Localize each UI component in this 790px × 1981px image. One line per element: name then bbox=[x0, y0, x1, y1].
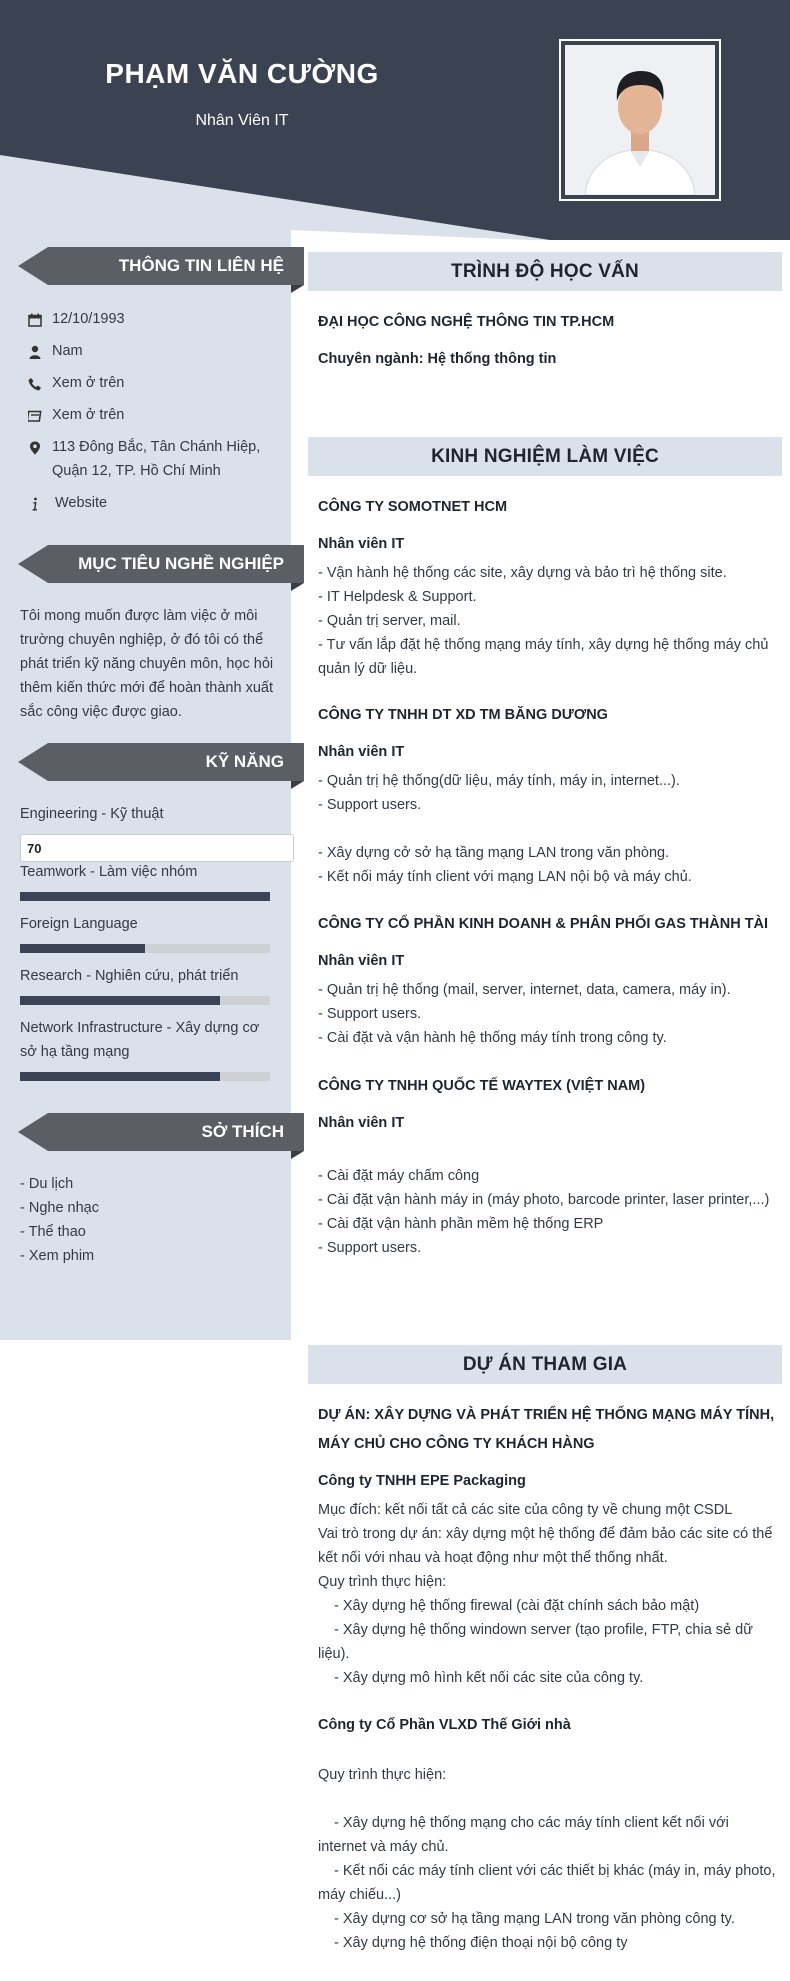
website-link[interactable]: Website bbox=[55, 495, 108, 511]
job-line: - Xây dựng cở sở hạ tầng mạng LAN trong văn phòng. bbox=[318, 845, 670, 861]
job-line: - Cài đặt vận hành máy in (máy photo, barcode printer, laser printer,...) bbox=[318, 1192, 770, 1208]
phone-text: Xem ở trên bbox=[52, 375, 125, 391]
candidate-name: PHẠM VĂN CƯỜNG bbox=[105, 58, 379, 89]
job-company: CÔNG TY TNHH DT XD TM BĂNG DƯƠNG bbox=[318, 707, 608, 723]
job-company: CÔNG TY SOMOTNET HCM bbox=[318, 499, 508, 515]
job-line: - Quản trị hệ thống(dữ liệu, máy tính, máy in, internet...). bbox=[318, 773, 680, 789]
project-line: Quy trình thực hiện: bbox=[318, 1574, 447, 1590]
job-company: CÔNG TY CỔ PHẦN KINH DOANH & PHÂN PHỐI GAS THÀNH TÀI bbox=[318, 916, 769, 932]
hobby-item: - Du lịch bbox=[20, 1176, 74, 1192]
project-client-description bbox=[318, 1498, 778, 1690]
education-heading: TRÌNH ĐỘ HỌC VẤN bbox=[308, 252, 782, 291]
project-title: DỰ ÁN: XÂY DỰNG VÀ PHÁT TRIỂN HỆ THỐNG MẠNG MÁY TÍNH, MÁY CHỦ CHO CÔNG TY KHÁCH HÀNG bbox=[318, 1407, 775, 1452]
job-title: Nhân Viên IT bbox=[195, 112, 289, 129]
skill-name: Network Infrastructure - Xây dựng cơ sở hạ tầng mạng bbox=[20, 1020, 260, 1060]
hobby-item: - Thể thao bbox=[20, 1224, 86, 1240]
email-text: Xem ở trên bbox=[52, 407, 125, 423]
job-description bbox=[318, 561, 778, 681]
job-line: - Vận hành hệ thống các site, xây dựng và bảo trì hệ thống site. bbox=[318, 565, 727, 581]
job-position: Nhân viên IT bbox=[318, 744, 405, 760]
job-description bbox=[318, 978, 778, 1050]
job-line: - Cài đặt và vận hành hệ thống máy tính trong công ty. bbox=[318, 1030, 667, 1046]
job-line: - Support users. bbox=[318, 1240, 422, 1256]
project-line: Vai trò trong dự án: xây dựng một hệ thống để đảm bảo các site có thể kết nối với nhau và hoạt động như một thể thống nhất. bbox=[318, 1526, 773, 1566]
job-line: - Quản trị hệ thống (mail, server, internet, data, camera, máy in). bbox=[318, 982, 731, 998]
job-line: - Support users. bbox=[318, 797, 422, 813]
project-client-name: Công ty Cổ Phần VLXD Thế Giới nhà bbox=[318, 1717, 571, 1733]
job-position: Nhân viên IT bbox=[318, 953, 405, 969]
project-client-description bbox=[318, 1763, 778, 1955]
job-line: - Kết nối máy tính client với mạng LAN nội bộ và máy chủ. bbox=[318, 869, 692, 885]
project-line: - Kết nối các máy tính client với các thiết bị khác (máy in, máy photo, máy chiếu...) bbox=[318, 1863, 776, 1903]
job-line: - Tư vấn lắp đặt hệ thống mạng máy tính, xây dựng hệ thống máy chủ quản lý dữ liệu. bbox=[318, 637, 769, 677]
job-line: - IT Helpdesk & Support. bbox=[318, 589, 477, 605]
hobby-item: - Nghe nhạc bbox=[20, 1200, 99, 1216]
project-line: - Xây dựng cơ sở hạ tầng mạng LAN trong văn phòng công ty. bbox=[334, 1911, 735, 1927]
project-line: - Xây dựng hệ thống windown server (tạo profile, FTP, chia sẻ dữ liệu). bbox=[318, 1622, 753, 1662]
address-text: 113 Đông Bắc, Tân Chánh Hiệp, Quận 12, TP. Hồ Chí Minh bbox=[52, 439, 261, 479]
job-line: - Cài đặt máy chấm công bbox=[318, 1168, 480, 1184]
job-company: CÔNG TY TNHH QUỐC TẾ WAYTEX (VIỆT NAM) bbox=[318, 1078, 646, 1094]
birthday-text: 12/10/1993 bbox=[52, 311, 125, 327]
contact-heading-text: THÔNG TIN LIÊN HỆ bbox=[118, 256, 284, 275]
job-position: Nhân viên IT bbox=[318, 1115, 405, 1131]
skill-name: Engineering - Kỹ thuật bbox=[20, 806, 164, 822]
skill-level-input[interactable]: 70 bbox=[20, 834, 294, 862]
job-description bbox=[318, 769, 778, 889]
skill-name: Research - Nghiên cứu, phát triển bbox=[20, 968, 239, 984]
project-line: Quy trình thực hiện: bbox=[318, 1767, 447, 1783]
project-line: - Xây dựng hệ thống điện thoại nội bộ công ty bbox=[334, 1935, 628, 1951]
job-position: Nhân viên IT bbox=[318, 536, 405, 552]
education-major: Chuyên ngành: Hệ thống thông tin bbox=[318, 351, 557, 367]
job-line: - Quản trị server, mail. bbox=[318, 613, 461, 629]
skill-name: Teamwork - Làm việc nhóm bbox=[20, 864, 198, 880]
experience-heading: KINH NGHIỆM LÀM VIỆC bbox=[308, 437, 782, 476]
hobby-item: - Xem phim bbox=[20, 1248, 95, 1264]
gender-text: Nam bbox=[52, 343, 83, 359]
education-school: ĐẠI HỌC CÔNG NGHỆ THÔNG TIN TP.HCM bbox=[318, 314, 615, 330]
project-line: - Xây dựng mô hình kết nối các site của công ty. bbox=[334, 1670, 644, 1686]
hobbies-heading-text: SỞ THÍCH bbox=[201, 1122, 284, 1141]
skills-heading-text: KỸ NĂNG bbox=[205, 752, 284, 771]
project-line: - Xây dựng hệ thống mạng cho các máy tính client kết nối với internet và máy chủ. bbox=[318, 1815, 729, 1855]
job-line: - Cài đặt vận hành phần mềm hệ thống ERP bbox=[318, 1216, 604, 1232]
skill-name: Foreign Language bbox=[20, 916, 138, 932]
job-line: - Support users. bbox=[318, 1006, 422, 1022]
project-line: - Xây dựng hệ thống firewal (cài đặt chính sách bảo mật) bbox=[334, 1598, 700, 1614]
project-client-name: Công ty TNHH EPE Packaging bbox=[318, 1473, 526, 1489]
objective-text: Tôi mong muốn được làm việc ở môi trường chuyên nghiệp, ở đó tôi có thể phát triển kỹ năng chuyên môn, học hỏi thêm kiến thức mới để hoàn thành xuất sắc công việc được giao. bbox=[20, 608, 274, 720]
job-description bbox=[318, 1164, 778, 1260]
projects-heading: DỰ ÁN THAM GIA bbox=[308, 1345, 782, 1384]
objective-heading-text: MỤC TIÊU NGHỀ NGHIỆP bbox=[78, 554, 284, 573]
project-line: Mục đích: kết nối tất cả các site của công ty về chung một CSDL bbox=[318, 1502, 733, 1518]
